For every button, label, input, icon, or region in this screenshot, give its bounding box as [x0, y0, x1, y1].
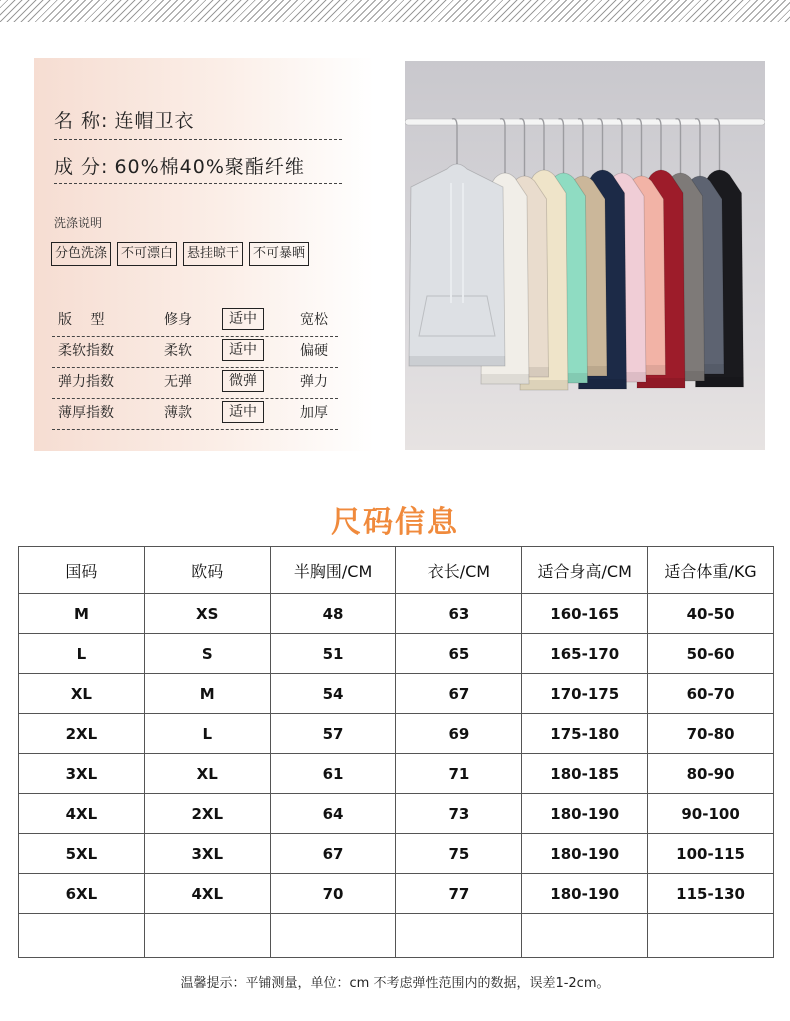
- table-row: [19, 714, 774, 754]
- header-cell: 适合身高/CM: [522, 547, 648, 594]
- attribute-option-selected: 微弹: [222, 370, 264, 392]
- clothes-rail: [405, 119, 765, 125]
- table-cell: 61: [270, 754, 396, 794]
- attribute-row: [52, 306, 338, 337]
- table-cell: 64: [270, 794, 396, 834]
- header-cell: 衣长/CM: [396, 547, 522, 594]
- washing-chip: 不可暴晒: [249, 242, 309, 266]
- table-cell: 65: [396, 634, 522, 674]
- header-cell: 适合体重/KG: [648, 547, 774, 594]
- header-cell: 欧码: [144, 547, 270, 594]
- product-photo: [405, 61, 765, 450]
- table-cell: [396, 914, 522, 958]
- table-row: [19, 594, 774, 634]
- table-cell: S: [144, 634, 270, 674]
- product-material-label: 成 分:: [54, 156, 109, 178]
- table-cell: 57: [270, 714, 396, 754]
- divider-line: [54, 183, 342, 184]
- attribute-label: 弹力指数: [58, 374, 114, 390]
- table-cell: 115-130: [648, 874, 774, 914]
- table-cell: 75: [396, 834, 522, 874]
- washing-chip: 分色洗涤: [51, 242, 111, 266]
- table-cell: L: [144, 714, 270, 754]
- table-cell: 4XL: [19, 794, 145, 834]
- attribute-label: 柔软指数: [58, 343, 114, 359]
- table-cell: 100-115: [648, 834, 774, 874]
- table-cell: 70-80: [648, 714, 774, 754]
- table-cell: 80-90: [648, 754, 774, 794]
- table-cell: XL: [19, 674, 145, 714]
- attribute-option-selected: 适中: [222, 339, 264, 361]
- product-material-value: 60%棉40%聚酯纤维: [114, 156, 305, 178]
- size-table: [18, 546, 774, 958]
- table-cell: [144, 914, 270, 958]
- hoodie-cuff: [409, 356, 505, 366]
- table-row-empty: [19, 914, 774, 958]
- product-name-label: 名 称:: [54, 110, 109, 132]
- table-cell: [19, 914, 145, 958]
- table-cell: 40-50: [648, 594, 774, 634]
- table-cell: M: [19, 594, 145, 634]
- table-cell: 3XL: [144, 834, 270, 874]
- table-row: [19, 754, 774, 794]
- washing-title: 洗涤说明: [54, 216, 103, 230]
- table-cell: 60-70: [648, 674, 774, 714]
- hoodie-cuff: [481, 374, 529, 384]
- attribute-option-selected: 适中: [222, 401, 264, 423]
- table-cell: 2XL: [19, 714, 145, 754]
- attribute-row: [52, 337, 338, 368]
- table-cell: [270, 914, 396, 958]
- attribute-label: 版 型: [58, 312, 105, 328]
- table-cell: 50-60: [648, 634, 774, 674]
- attribute-option-selected: 适中: [222, 308, 264, 330]
- attribute-table: [52, 306, 338, 430]
- table-cell: 73: [396, 794, 522, 834]
- table-cell: 71: [396, 754, 522, 794]
- table-cell: 54: [270, 674, 396, 714]
- attribute-row: [52, 399, 338, 430]
- table-row: [19, 674, 774, 714]
- table-cell: 90-100: [648, 794, 774, 834]
- table-cell: 170-175: [522, 674, 648, 714]
- decorative-hatch-band: [0, 0, 790, 22]
- table-cell: L: [19, 634, 145, 674]
- attribute-row: [52, 368, 338, 399]
- table-row: [19, 834, 774, 874]
- table-row: [19, 794, 774, 834]
- table-cell: [522, 914, 648, 958]
- table-cell: 67: [396, 674, 522, 714]
- table-cell: 2XL: [144, 794, 270, 834]
- product-name-line: [54, 106, 194, 133]
- table-cell: 6XL: [19, 874, 145, 914]
- table-cell: 77: [396, 874, 522, 914]
- washing-chip: 悬挂晾干: [183, 242, 243, 266]
- table-cell: 5XL: [19, 834, 145, 874]
- table-cell: 48: [270, 594, 396, 634]
- attribute-option: 弹力: [300, 374, 328, 390]
- header-cell: 国码: [19, 547, 145, 594]
- measurement-footnote: 温馨提示：平铺测量，单位：cm 不考虑弹性范围内的数据，误差1-2cm。: [180, 976, 610, 991]
- table-cell: 165-170: [522, 634, 648, 674]
- table-cell: XS: [144, 594, 270, 634]
- table-cell: 63: [396, 594, 522, 634]
- table-cell: 180-190: [522, 874, 648, 914]
- attribute-option: 偏硬: [300, 343, 328, 359]
- attribute-option: 加厚: [300, 405, 328, 421]
- table-cell: 180-185: [522, 754, 648, 794]
- table-cell: M: [144, 674, 270, 714]
- table-cell: 3XL: [19, 754, 145, 794]
- table-cell: 70: [270, 874, 396, 914]
- table-row: [19, 874, 774, 914]
- table-cell: 67: [270, 834, 396, 874]
- header-cell: 半胸围/CM: [270, 547, 396, 594]
- attribute-label: 薄厚指数: [58, 405, 114, 421]
- attribute-option: 薄款: [164, 405, 192, 421]
- table-cell: 160-165: [522, 594, 648, 634]
- size-table-header-row: [19, 547, 774, 594]
- attribute-option: 宽松: [300, 312, 328, 328]
- table-cell: [648, 914, 774, 958]
- table-cell: 51: [270, 634, 396, 674]
- table-cell: XL: [144, 754, 270, 794]
- product-material-line: [54, 152, 305, 179]
- table-cell: 4XL: [144, 874, 270, 914]
- table-cell: 180-190: [522, 794, 648, 834]
- table-cell: 69: [396, 714, 522, 754]
- washing-instructions: [51, 242, 309, 266]
- divider-line: [54, 139, 342, 140]
- attribute-option: 修身: [164, 312, 192, 328]
- table-cell: 180-190: [522, 834, 648, 874]
- product-name-value: 连帽卫衣: [114, 110, 195, 132]
- attribute-option: 无弹: [164, 374, 192, 390]
- washing-chip: 不可漂白: [117, 242, 177, 266]
- attribute-option: 柔软: [164, 343, 192, 359]
- table-row: [19, 634, 774, 674]
- size-section-title: 尺码信息: [331, 505, 459, 540]
- hoodies-on-rail-image: [405, 61, 765, 450]
- table-cell: 175-180: [522, 714, 648, 754]
